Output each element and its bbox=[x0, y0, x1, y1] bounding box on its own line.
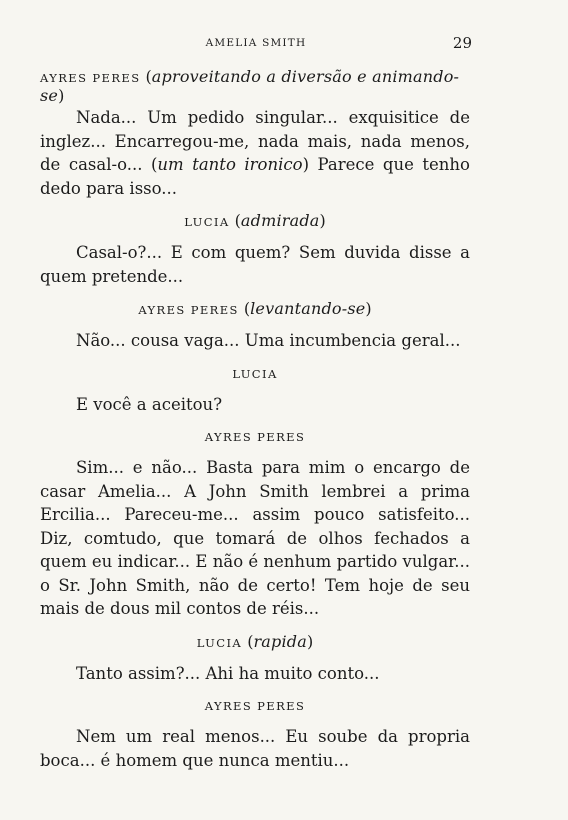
stage-direction: (levantando-se) bbox=[243, 299, 372, 318]
speech: Casal-o?... E com quem? Sem duvida disse a quem pretende... bbox=[40, 243, 470, 286]
speech: Tanto assim?... Ahi ha muito conto... bbox=[76, 663, 380, 683]
speaker-name: AYRES PERES bbox=[40, 71, 141, 85]
speaker-name: AYRES PERES bbox=[204, 699, 306, 713]
inline-stage-direction: (um tanto ironico) bbox=[150, 155, 310, 174]
speech: Não... cousa vaga... Uma incumbencia geral... bbox=[76, 331, 461, 350]
page-header bbox=[40, 34, 472, 54]
stage-direction-text: aproveitando a diversão e animando-se bbox=[40, 67, 460, 105]
stage-direction-text: levantando-se bbox=[250, 299, 366, 318]
stage-direction-text: admirada bbox=[240, 211, 320, 230]
speaker-name: LUCIA bbox=[232, 366, 278, 381]
play-text bbox=[40, 68, 470, 772]
stage-direction: (rapida) bbox=[247, 631, 314, 651]
page-number: 29 bbox=[452, 34, 472, 52]
speech: Sim... e não... Basta para mim o encargo de casar Amelia... A John Smith lembrei a prima Ercilia... Pareceu-me... assim pouco satisfeito... Diz, comtudo, que tomará de olhos fechados a quem eu indicar... E não é nenhum partido vulgar... o Sr. John Smith, não de certo! Tem hoje de seu mais de dous mil contos de réis... bbox=[40, 458, 470, 618]
speaker-line bbox=[40, 300, 470, 319]
speech: E você a aceitou? bbox=[76, 394, 223, 414]
stage-direction-text: rapida bbox=[253, 631, 307, 651]
stage-direction: (admirada) bbox=[234, 211, 326, 230]
speech bbox=[40, 106, 470, 200]
inline-stage-direction-text: um tanto ironico bbox=[157, 155, 303, 174]
speech: Nem um real menos... Eu soube da propria boca... é homem que nunca mentiu... bbox=[40, 727, 470, 770]
running-head: AMELIA SMITH bbox=[205, 37, 307, 49]
speaker-name: AYRES PERES bbox=[204, 430, 306, 444]
speaker-line bbox=[40, 68, 470, 106]
speaker-line bbox=[40, 212, 470, 231]
stage-direction: (aproveitando a diversão e animando-se) bbox=[40, 67, 460, 105]
speaker-line bbox=[40, 428, 470, 446]
speaker-line bbox=[40, 697, 470, 715]
speaker-name: LUCIA bbox=[184, 215, 230, 229]
speech-text: Nada... Um pedido singular... exquisitice de inglez... Encarregou-me, nada mais, nada menos, de casal-o... bbox=[40, 108, 470, 174]
speech-text: Parece que tenho dedo para isso... bbox=[40, 155, 470, 198]
speaker-name: LUCIA bbox=[196, 635, 243, 650]
speaker-name: AYRES PERES bbox=[138, 303, 239, 317]
speaker-line bbox=[40, 365, 470, 383]
speaker-line bbox=[40, 633, 470, 652]
